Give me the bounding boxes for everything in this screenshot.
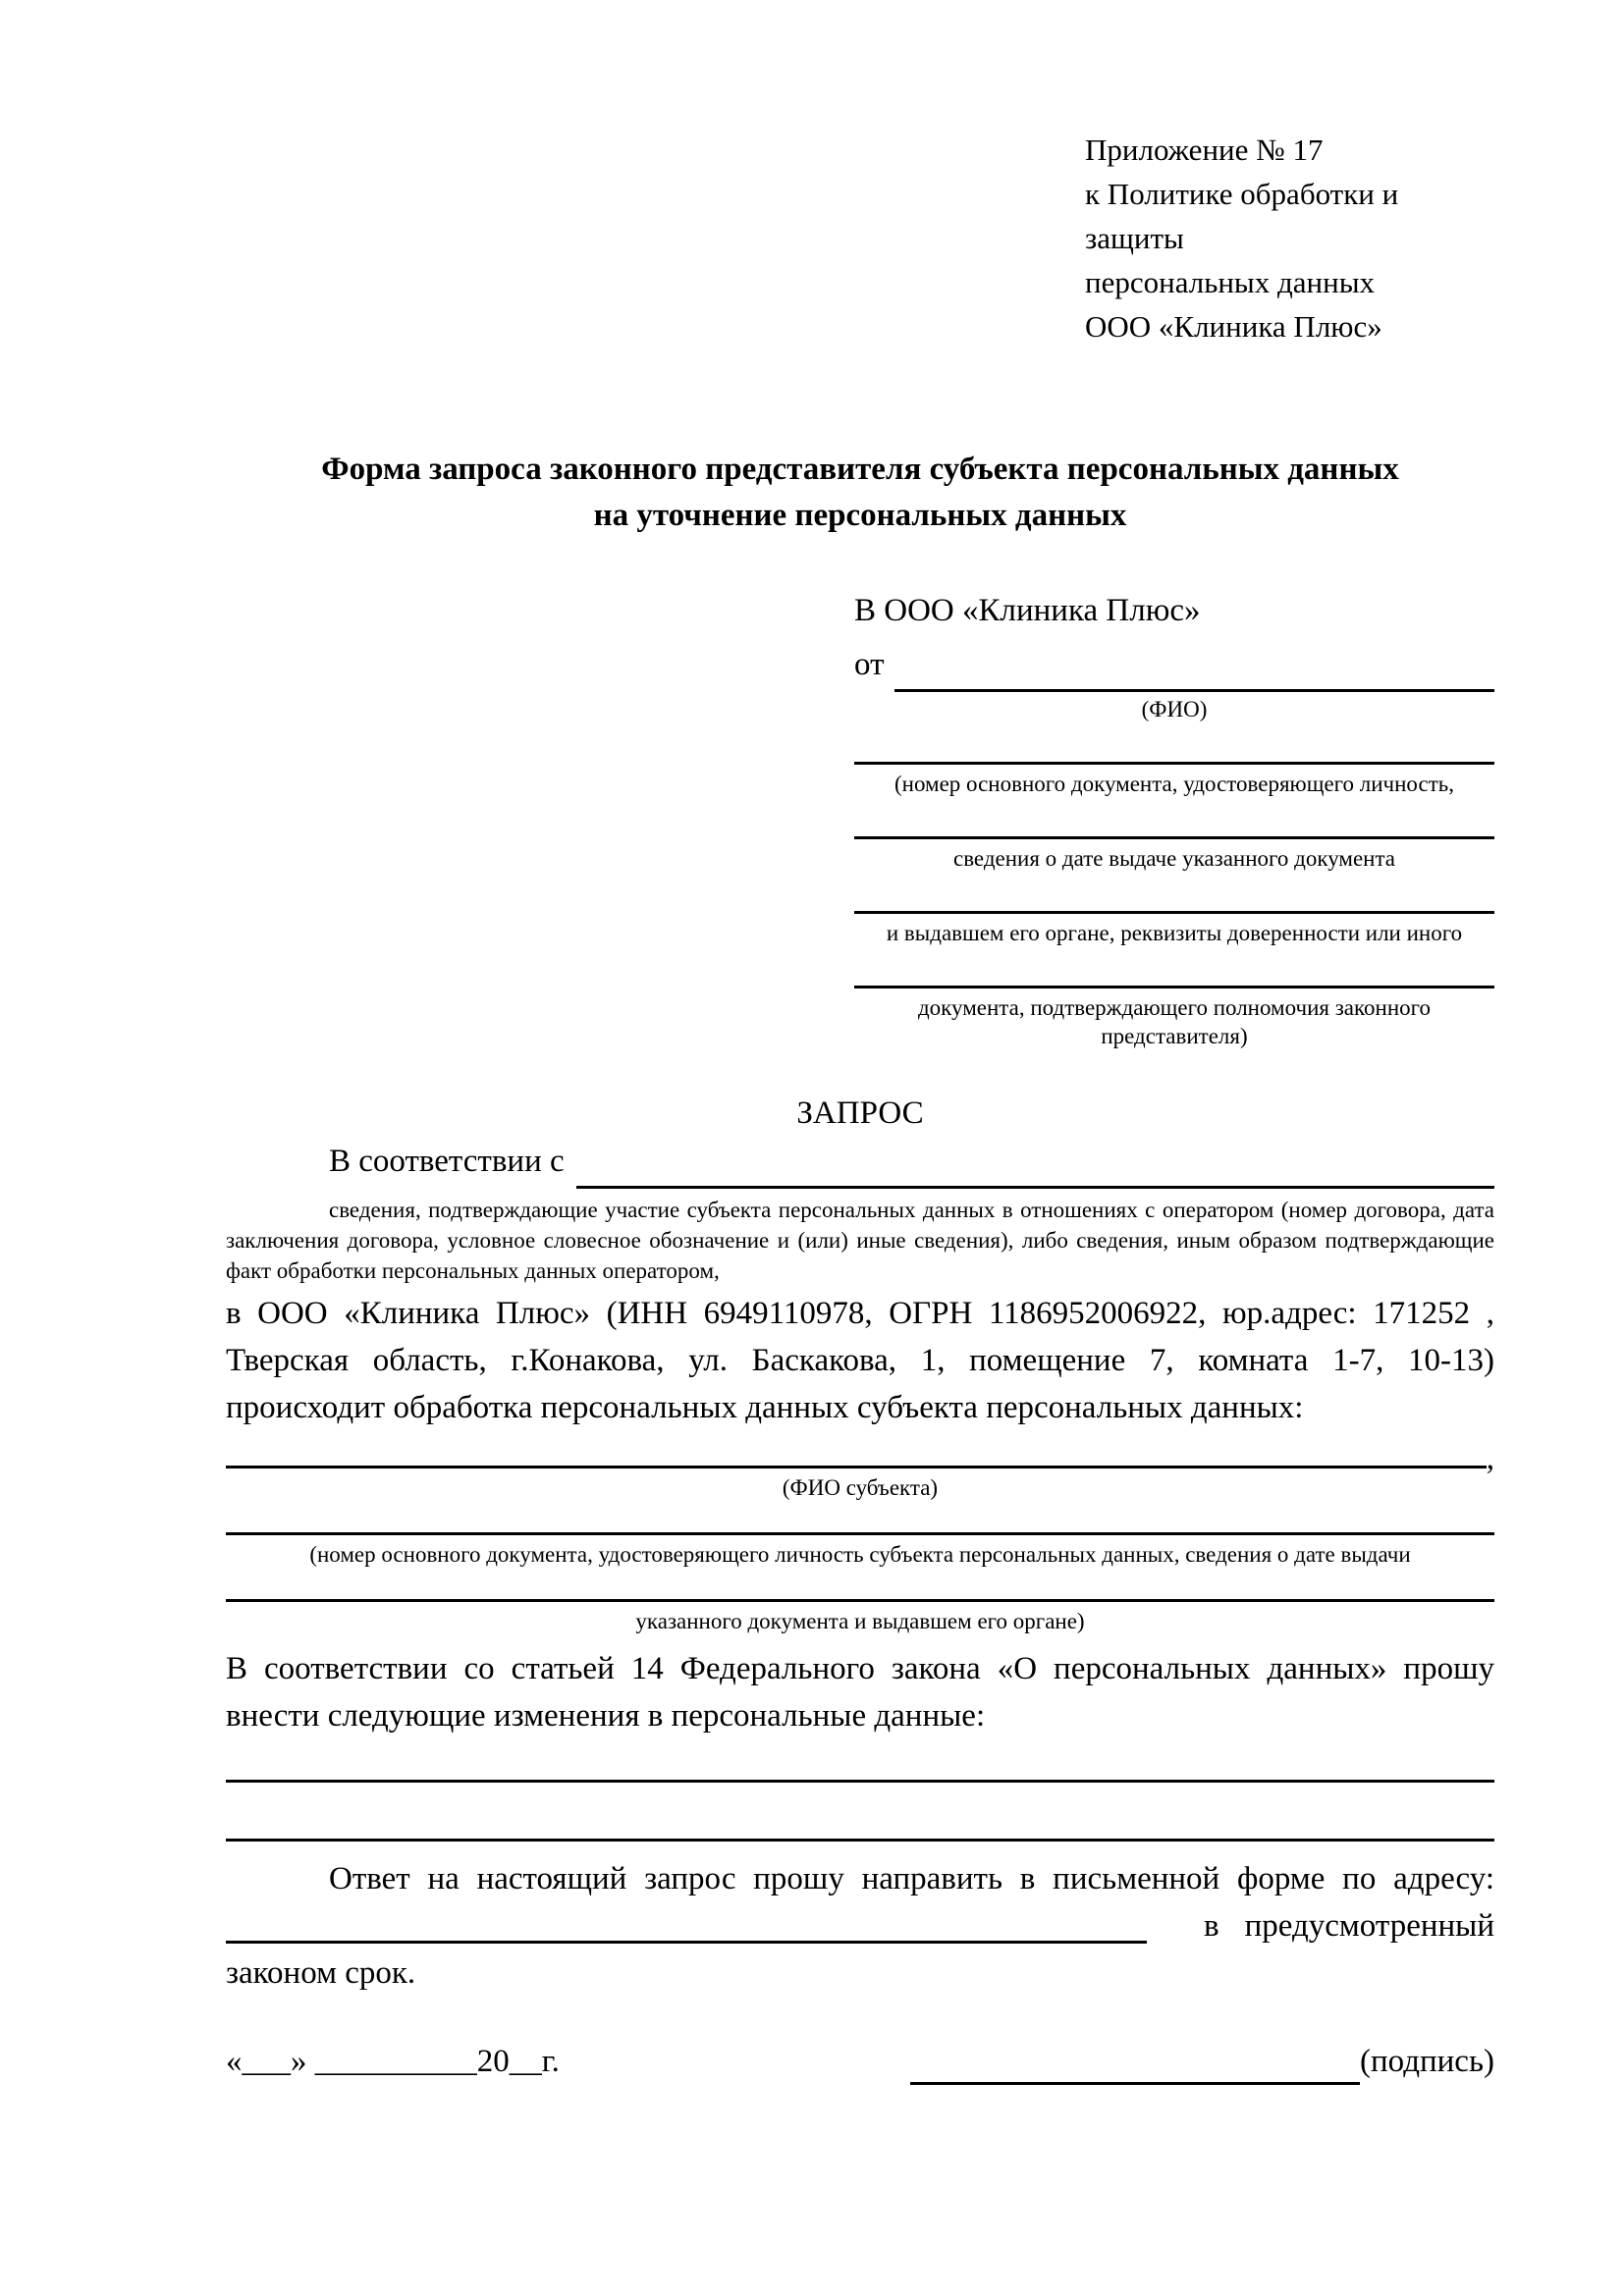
from-row (854, 647, 1494, 692)
subject-fio-caption: (ФИО субъекта) (782, 1475, 939, 1500)
signature-blank-line (910, 2044, 1360, 2085)
answer-word: предусмотренный (1244, 1908, 1494, 1944)
answer-paragraph (226, 1855, 1494, 1997)
representative-doc-caption: и выдавшем его органе, реквизиты доверенности или иного (886, 921, 1463, 945)
subject-doc-field (226, 1598, 1494, 1635)
representative-doc-field (854, 985, 1494, 1050)
from-label: от (854, 647, 885, 682)
representative-doc-blank-line (854, 835, 1494, 839)
answer-request-line: Ответ на настоящий запрос прошу направить в письменной форме по адресу: (329, 1861, 1494, 1896)
representative-doc-caption: (номер основного документа, удостоверяющего личность, (893, 772, 1454, 796)
intro-row (226, 1144, 1494, 1189)
request-heading: ЗАПРОС (796, 1095, 924, 1131)
operator-paragraph: в ООО «Клиника Плюс» (ИНН 6949110978, ОГРН 1186952006922, юр.адрес: 171252 , Тверская область, г.Конакова, ул. Баскакова, 1, помещение 7, комната 1-7, 10-13) происходит обработка персональных данных субъекта персональных данных: (226, 1296, 1494, 1425)
date-signature-spacer (560, 2044, 910, 2091)
representative-doc-field (854, 761, 1494, 798)
answer-address-row (226, 1902, 1494, 1949)
representative-doc-caption: документа, подтверждающего полномочия законного представителя) (917, 995, 1431, 1048)
changes-blank-line (226, 1838, 1494, 1842)
document-title-line: на уточнение персональных данных (593, 498, 1127, 533)
document-title (226, 447, 1494, 539)
representative-doc-caption: сведения о дате выдаче указанного документа (952, 846, 1396, 871)
date-signature-row (226, 2044, 1494, 2091)
answer-word: в (1204, 1908, 1219, 1944)
representative-doc-blank-line (854, 761, 1494, 765)
paragraph-indent (226, 1144, 329, 1189)
subject-doc-blank-line (226, 1531, 1494, 1535)
subject-fio-row (226, 1441, 1494, 1476)
from-blank-line (894, 647, 1495, 692)
intro-caption: сведения, подтверждающие участие субъекта персональных данных в отношениях с оператором (номер договора, дата заключения договора, условное словесное обозначение и (или) иные сведения), либо сведения, иным образом подтверждающие факт обработки персональных данных оператором, (226, 1198, 1494, 1283)
annex-note-line: ООО «Клиника Плюс» (1085, 309, 1382, 344)
answer-address-blank-line (226, 1902, 1147, 1944)
annex-note-line: Приложение № 17 (1085, 133, 1324, 167)
signature-caption: (подпись) (1360, 2044, 1494, 2079)
addressee-organization: В ООО «Клиника Плюс» (854, 593, 1201, 628)
addressee-block (854, 590, 1494, 1050)
answer-term-line: законом срок. (226, 1955, 416, 1991)
subject-doc-field (226, 1531, 1494, 1569)
date-blank-text: «___» __________20__г. (226, 2044, 560, 2079)
representative-doc-field (854, 910, 1494, 947)
law-paragraph: В соответствии со статьей 14 Федерального закона «О персональных данных» прошу внести следующие изменения в персональные данные: (226, 1651, 1494, 1734)
representative-doc-blank-line (854, 985, 1494, 988)
subject-fio-blank-line (226, 1465, 1487, 1468)
intro-label: В соответствии с (329, 1144, 565, 1179)
subject-fio-comma: , (1486, 1441, 1494, 1476)
subject-doc-caption: (номер основного документа, удостоверяющего личность субъекта персональных данных, сведения о дате выдачи (309, 1542, 1411, 1567)
subject-doc-blank-line (226, 1598, 1494, 1602)
annex-note-line: к Политике обработки и защиты (1085, 177, 1399, 255)
subject-doc-caption: указанного документа и выдавшем его органе) (635, 1609, 1085, 1633)
annex-note-line: персональных данных (1085, 265, 1376, 299)
annex-note (1085, 128, 1494, 348)
representative-doc-field (854, 835, 1494, 873)
representative-doc-blank-line (854, 910, 1494, 914)
changes-blank-line (226, 1779, 1494, 1783)
intro-blank-line (576, 1144, 1494, 1189)
document-title-line: Форма запроса законного представителя субъекта персональных данных (321, 452, 1399, 487)
fio-caption: (ФИО) (1141, 697, 1208, 721)
